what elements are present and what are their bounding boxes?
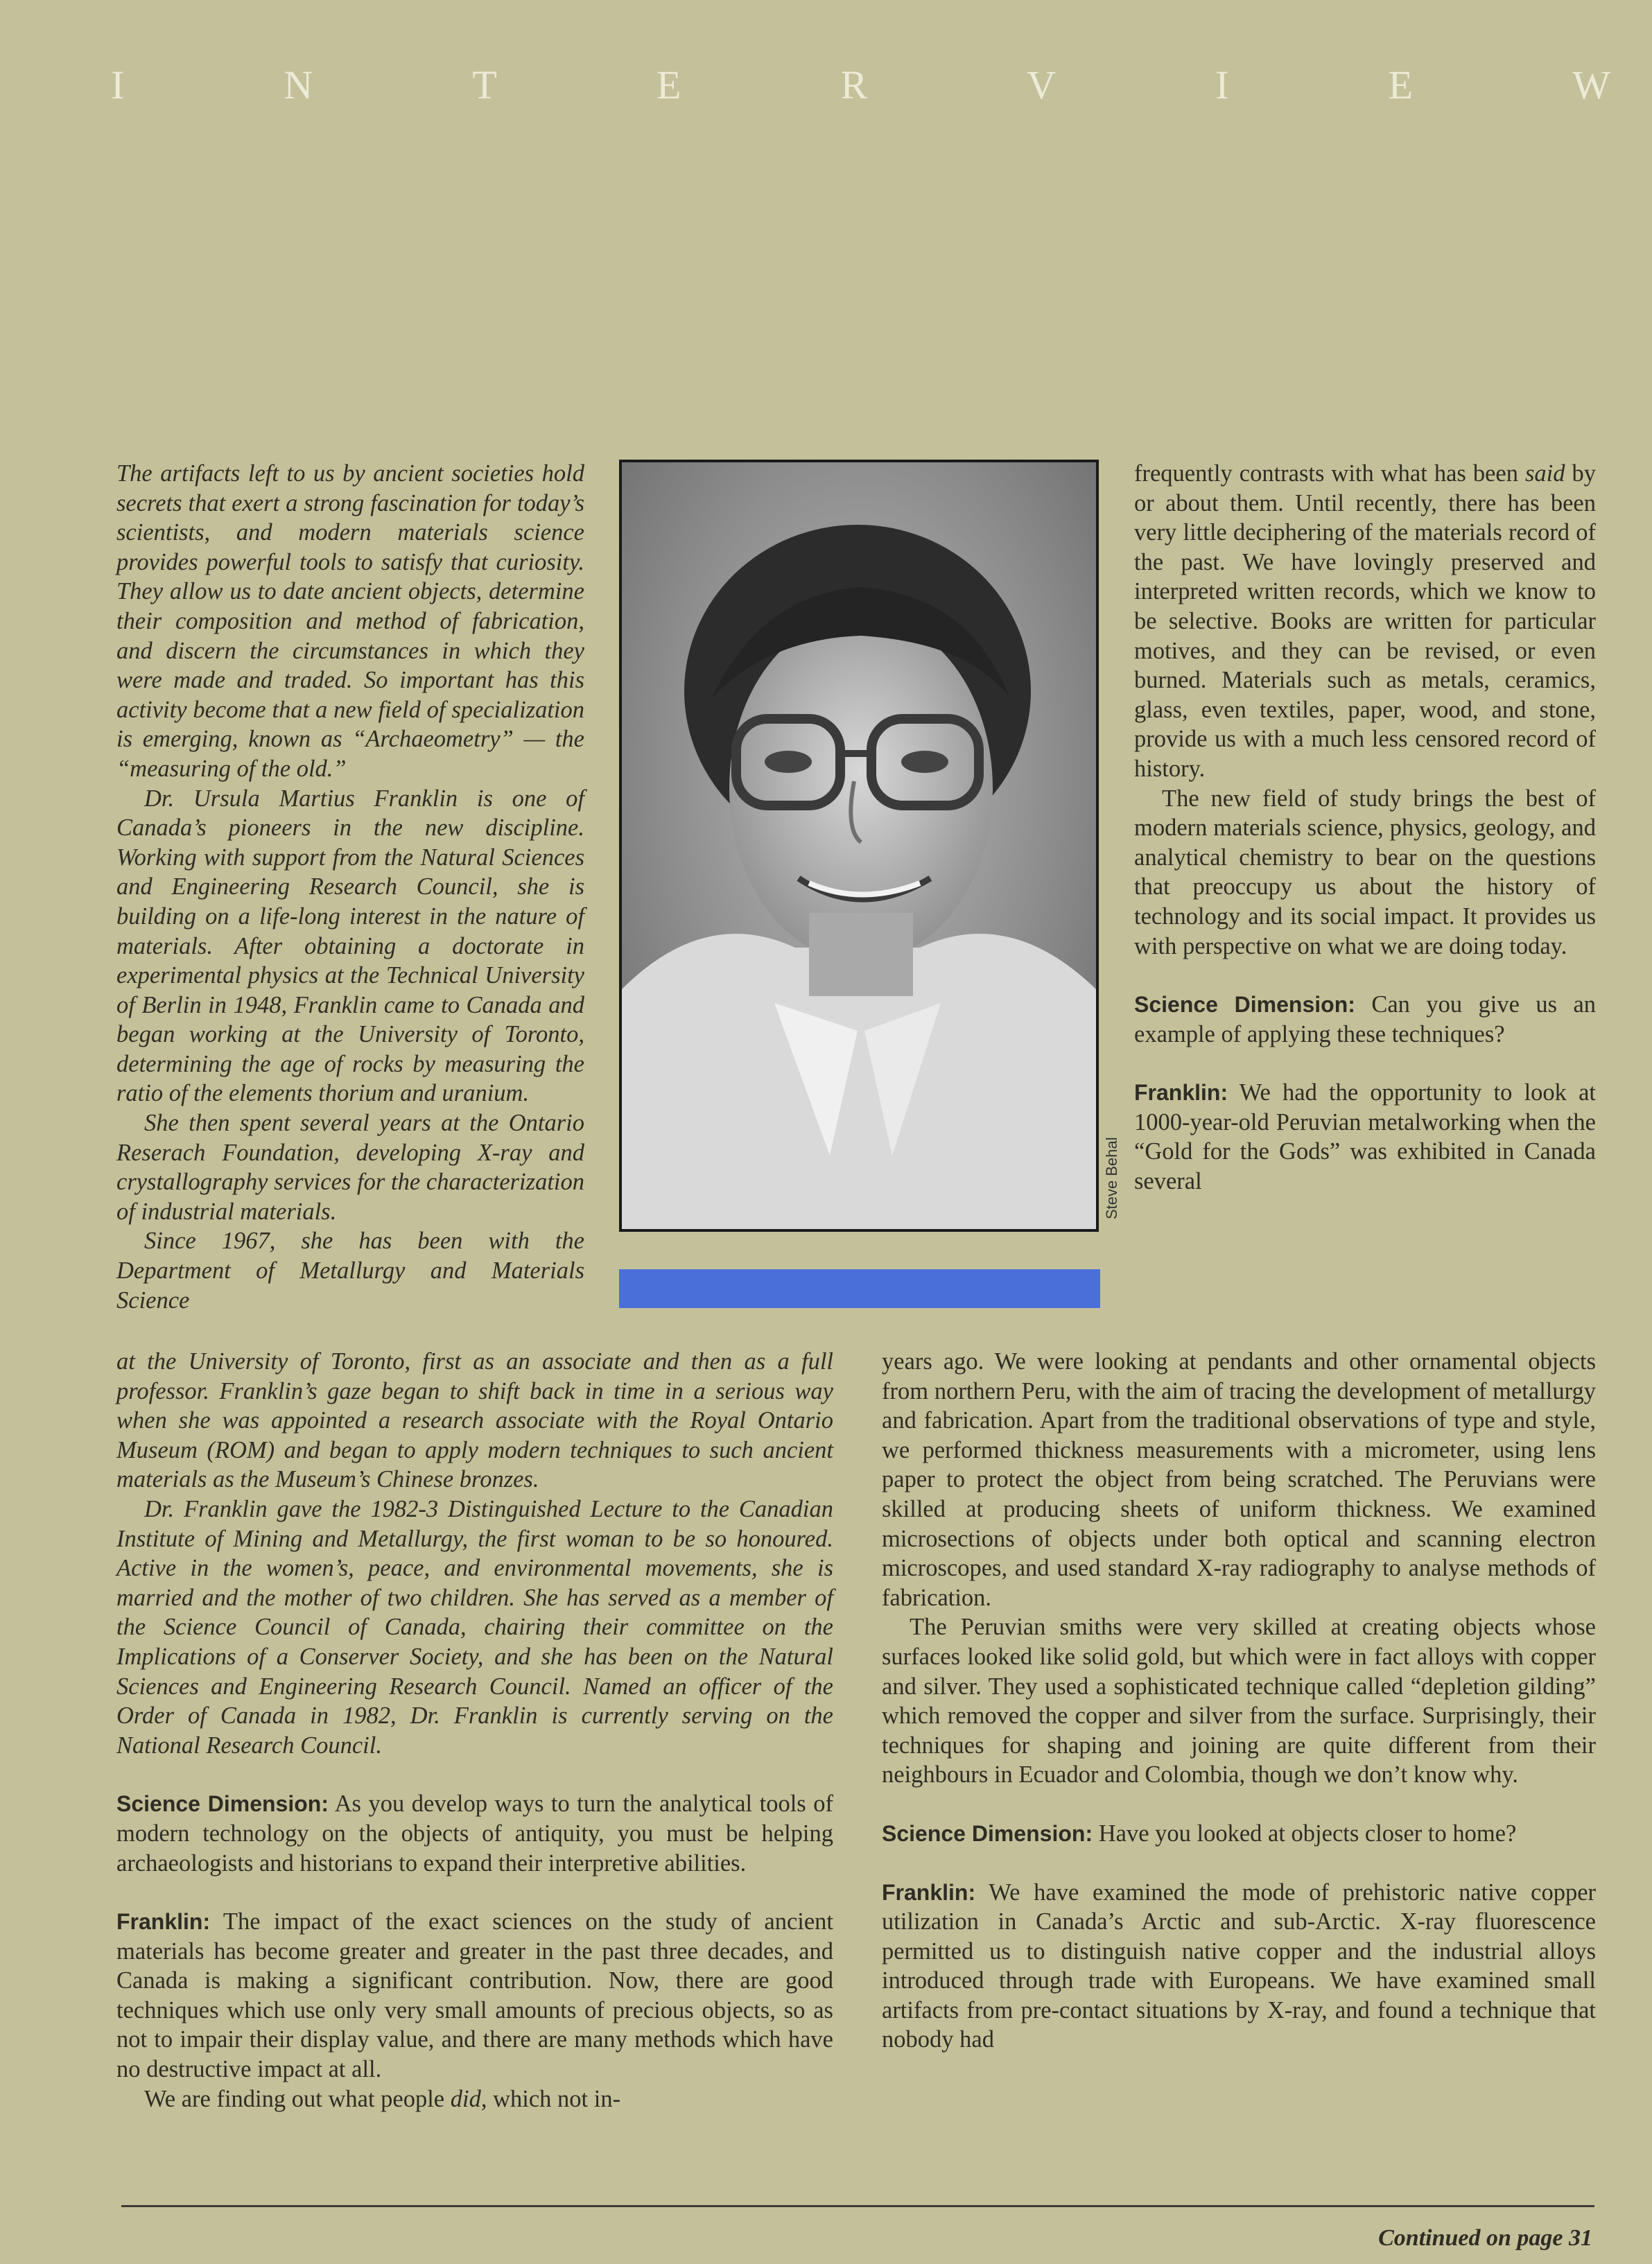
continued-link: Continued on page 31: [1378, 2225, 1592, 2251]
question-text: Can you give us an example of applying these techniques?: [1134, 991, 1597, 1047]
answer-paragraph: [882, 1878, 1596, 2055]
answer-text: , which not in-: [480, 2085, 621, 2112]
banner-letter: N: [284, 62, 315, 107]
banner-letter: T: [472, 62, 498, 107]
question-paragraph: [116, 1789, 833, 1878]
question-text: Have you looked at objects closer to home?: [1098, 1820, 1517, 1847]
question-text: As you develop ways to turn the analytical tools of modern technology on the objects of antiquity, you must be helping archaeologists and historians to expand their interpretive abilities.: [116, 1791, 833, 1876]
banner-letter: E: [1388, 62, 1415, 107]
speaker-label: Franklin:: [116, 1909, 211, 1935]
banner-letter: I: [1215, 62, 1231, 107]
left-main-column: [116, 1347, 833, 2114]
banner-letter: W: [1572, 62, 1612, 107]
answer-text: The impact of the exact sciences on the study of ancient materials has become greater and greater in the past three decades, and Canada is making a significant contribution. Now, there are good techniques which use only very small amounts of precious objects, so as not to impair their display value, and there are many methods which have no destructive impact at all.: [116, 1908, 833, 2083]
right-column: [1134, 459, 1596, 1196]
answer-text: We had the opportunity to look at 1000-year-old Peruvian metalworking when the “Gold for the Gods” was exhibited in Canada several: [1134, 1079, 1596, 1195]
lower-right-column: [882, 1347, 1596, 2055]
speaker-label: Science Dimension:: [1134, 992, 1355, 1018]
emphasis-text: said: [1524, 460, 1565, 487]
body-paragraph: The Peruvian smiths were very skilled at creating objects whose surfaces looked like solid gold, but which were in fact alloys with copper and silver. They used a sophisticated technique called “depletion gilding” which removed the copper and silver from the surface. Surprisingly, their techniques for shaping and joining are quite different from their neighbours in Ecuador and Colombia, though we don’t know why.: [882, 1614, 1596, 1788]
section-banner: [111, 57, 1612, 112]
footer-rule: [121, 2205, 1594, 2207]
intro-paragraph: at the University of Toronto, first as an associate and then as a full professor. Franklin’s gaze began to shift back in time in a serious way when she was appointed a research associate with the Royal Ontario Museum (ROM) and began to apply modern techniques to such ancient materials as the Museum’s Chinese bronzes.: [116, 1348, 833, 1493]
banner-letter: I: [111, 62, 126, 107]
intro-paragraph: Since 1967, she has been with the Department of Metallurgy and Materials Science: [116, 1228, 584, 1314]
answer-paragraph: [116, 2084, 833, 2114]
intro-paragraph: She then spent several years at the Ontario Reserach Foundation, developing X-ray and crystallography services for the characterization of industrial materials.: [116, 1110, 584, 1225]
speaker-label: Franklin:: [882, 1879, 976, 1905]
intro-paragraph: Dr. Ursula Martius Franklin is one of Canada’s pioneers in the new discipline. Working with support from the Natural Sciences and Engineering Research Council, she is building on a life-long interest in the nature of materials. After obtaining a doctorate in experimental physics at the Technical University of Berlin in 1948, Franklin came to Canada and began working at the University of Toronto, determining the age of rocks by measuring the ratio of the elements thorium and uranium.: [116, 785, 584, 1107]
intro-paragraph: Dr. Franklin gave the 1982-3 Distinguished Lecture to the Canadian Institute of Mining and Metallurgy, the first woman to be so honoured. Active in the women’s, peace, and environmental movements, she is married and the mother of two children. She has served as a member of the Science Council of Canada, chairing their committee on the Implications of a Conserver Society, and she has been on the Natural Sciences and Engineering Research Council. Named an officer of the Order of Canada in 1982, Dr. Franklin is currently serving on the National Research Council.: [116, 1495, 833, 1759]
emphasis-text: did: [450, 2085, 481, 2112]
body-text: frequently contrasts with what has been: [1134, 460, 1525, 487]
speaker-label: Science Dimension:: [882, 1820, 1093, 1846]
banner-letter: R: [840, 62, 869, 107]
answer-text: We are finding out what people: [144, 2085, 451, 2112]
body-paragraph: [1134, 459, 1596, 784]
answer-paragraph: [1134, 1078, 1596, 1196]
answer-paragraph: [116, 1907, 833, 2084]
speaker-label: Franklin:: [1134, 1080, 1228, 1106]
accent-bar: [619, 1269, 1100, 1308]
question-paragraph: [882, 1819, 1596, 1849]
answer-paragraph: years ago. We were looking at pendants and other ornamental objects from northern Peru, with the aim of tracing the development of metallurgy and fabrication. Apart from the traditional observations of type and style, we performed thickness measurements with a micrometer, using lens paper to protect the object from being scratched. The Peruvians were skilled at producing sheets of uniform thickness. We examined microsections of objects under both optical and scanning electron microscopes, and used standard X-ray radiography to analyse methods of fabrication.: [882, 1348, 1596, 1611]
photo-credit: Steve Behal: [1103, 1137, 1120, 1220]
banner-letter: E: [656, 62, 683, 107]
portrait-photo: [619, 460, 1099, 1232]
speaker-label: Science Dimension:: [116, 1791, 329, 1817]
body-paragraph: The new field of study brings the best of modern materials science, physics, geology, and analytical chemistry to bear on the questions that preoccupy us about the history of technology and its social impact. It provides us with perspective on what we are doing today.: [1134, 785, 1596, 959]
body-text: by or about them. Until recently, there has been very little deciphering of the materials record of the past. We have lovingly preserved and interpreted written records, which we know to be selective. Books are written for particular motives, and they can be revised, or even burned. Materials such as metals, ceramics, glass, even textiles, paper, wood, and stone, provide us with a much less censored record of history.: [1134, 460, 1596, 782]
intro-column: [116, 459, 584, 1315]
portrait-illustration: [622, 462, 1096, 1229]
answer-text: We have examined the mode of prehistoric native copper utilization in Canada’s Arctic and sub-Arctic. X-ray fluorescence permitted us to distinguish native copper and the industrial alloys introduced through trade with Europeans. We have examined small artifacts from pre-contact situations by X-ray, and found a technique that nobody had: [882, 1879, 1596, 2053]
intro-paragraph: The artifacts left to us by ancient societies hold secrets that exert a strong fascination for today’s scientists, and modern materials science provides powerful tools to satisfy that curiosity. They allow us to date ancient objects, determine their composition and method of fabrication, and discern the circumstances in which they were made and traded. So important has this activity become that a new field of specialization is emerging, known as “Archaeometry” — the “measuring of the old.”: [116, 460, 584, 782]
question-paragraph: [1134, 990, 1596, 1049]
banner-letter: V: [1027, 62, 1058, 107]
